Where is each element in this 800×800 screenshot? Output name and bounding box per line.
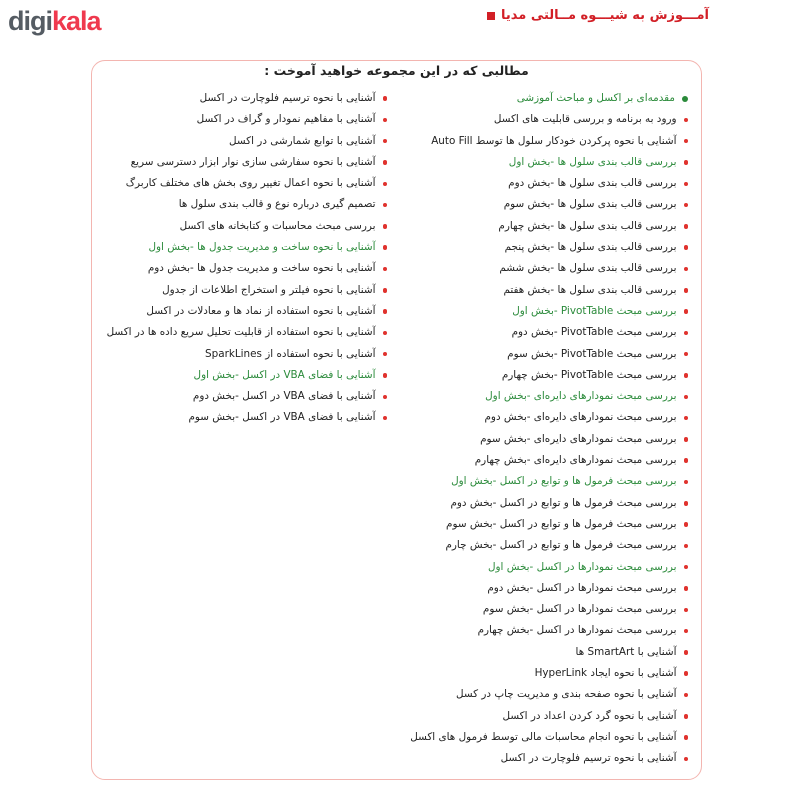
right-topic-item — [388, 557, 688, 578]
bullet-icon — [684, 139, 689, 144]
bullet-icon — [684, 693, 689, 698]
bullet-icon — [383, 182, 388, 187]
right-topic-item-text: بررسی مبحث فرمول ها و توابع در اکسل -بخش اول — [451, 475, 677, 488]
bullet-icon — [383, 139, 388, 144]
right-topic-item-text: بررسی قالب بندی سلول ها -بخش سوم — [503, 198, 677, 211]
bullet-icon — [383, 224, 388, 229]
right-topic-list — [388, 88, 688, 770]
right-topic-item — [388, 578, 688, 599]
right-topic-item-text: بررسی قالب بندی سلول ها -بخش ششم — [499, 262, 677, 275]
right-topic-item — [388, 429, 688, 450]
right-topic-item — [388, 706, 688, 727]
bullet-icon — [383, 267, 388, 272]
bullet-icon — [684, 331, 689, 336]
right-topic-item — [388, 152, 688, 173]
bullet-icon — [383, 309, 388, 314]
digikala-logo — [8, 6, 101, 37]
bullet-icon — [383, 118, 388, 123]
right-topic-item — [388, 322, 688, 343]
left-topic-item — [89, 173, 387, 194]
bullet-icon — [684, 671, 689, 676]
right-topic-item — [388, 493, 688, 514]
right-topic-item — [388, 344, 688, 365]
logo-prefix: digi — [8, 6, 52, 36]
bullet-icon — [383, 395, 388, 400]
right-topic-item-text: بررسی مبحث نمودارهای دایره‌ای -بخش دوم — [484, 411, 677, 424]
bullet-icon — [684, 735, 689, 740]
left-topic-item-text: بررسی مبحث محاسبات و کتابخانه های اکسل — [179, 219, 376, 232]
left-topic-item — [89, 237, 387, 258]
right-topic-item-text: بررسی مبحث نمودارها در اکسل -بخش اول — [487, 560, 677, 573]
right-topic-item-text: بررسی مبحث نمودارهای دایره‌ای -بخش اول — [485, 390, 677, 403]
right-topic-item — [388, 748, 688, 769]
right-topic-item-text: آشنایی با SmartArt ها — [575, 645, 677, 658]
left-topic-item-text: آشنایی با نحوه ساخت و مدیریت جدول ها -بخش اول — [148, 241, 376, 254]
bullet-icon — [684, 160, 689, 165]
right-topic-item — [388, 131, 688, 152]
left-topic-item-text: آشنایی با توابع شمارشی در اکسل — [229, 134, 376, 147]
right-topic-item — [388, 450, 688, 471]
bullet-icon — [684, 309, 689, 314]
left-topic-item-text: تصمیم گیری درباره نوع و قالب بندی سلول ها — [178, 198, 376, 211]
right-topic-item-text: آشنایی با نحوه ترسیم فلوچارت در اکسل — [500, 752, 677, 765]
left-topic-list — [89, 88, 387, 429]
right-topic-item — [388, 301, 688, 322]
right-topic-item-text: آشنایی با نحوه ایجاد HyperLink — [534, 667, 677, 680]
bullet-icon — [684, 629, 689, 634]
left-topic-item-text: آشنایی با نحوه سفارشی سازی نوار ابزار دسترسی سریع — [130, 155, 376, 168]
bullet-icon — [684, 224, 689, 229]
right-topic-item-text: بررسی قالب بندی سلول ها -بخش دوم — [508, 177, 677, 190]
bullet-icon — [684, 267, 689, 272]
header — [487, 8, 709, 23]
right-topic-item-text: بررسی مبحث فرمول ها و توابع در اکسل -بخش سوم — [446, 517, 677, 530]
bullet-icon — [684, 565, 689, 570]
right-topic-item-text: آشنایی با نحوه صفحه بندی و مدیریت چاپ در کسل — [456, 688, 677, 701]
bullet-icon — [383, 352, 388, 357]
right-topic-item-text: بررسی مبحث نمودارها در اکسل -بخش سوم — [482, 603, 677, 616]
bullet-icon — [684, 544, 689, 549]
right-topic-item-text: مقدمه‌ای بر اکسل و مباحث آموزشی — [516, 92, 675, 104]
right-topic-item — [388, 365, 688, 386]
bullet-icon — [684, 352, 689, 357]
bullet-icon — [684, 480, 689, 485]
left-topic-item — [89, 322, 387, 343]
right-topic-item-text: ورود به برنامه و بررسی قابلیت های اکسل — [493, 113, 677, 126]
right-topic-item-text: بررسی مبحث نمودارها در اکسل -بخش چهارم — [477, 624, 677, 637]
bullet-icon — [383, 203, 388, 208]
right-topic-item — [388, 88, 688, 109]
bullet-icon — [684, 586, 689, 591]
left-topic-item — [89, 365, 387, 386]
bullet-icon — [383, 96, 388, 101]
left-topic-item-text: آشنایی با فضای VBA در اکسل -بخش اول — [193, 368, 376, 381]
right-topic-item-text: آشنایی با نحوه انجام محاسبات مالی توسط فرمول های اکسل — [410, 730, 677, 743]
left-topic-item — [89, 88, 387, 109]
left-topic-item — [89, 301, 387, 322]
right-topic-item-text: بررسی قالب بندی سلول ها -بخش پنجم — [504, 241, 677, 254]
right-topic-item — [388, 194, 688, 215]
right-topic-item-text: بررسی مبحث فرمول ها و توابع در اکسل -بخش چارم — [445, 539, 677, 552]
right-topic-item-text: بررسی قالب بندی سلول ها -بخش هفتم — [503, 283, 677, 296]
logo-accent: kala — [52, 6, 101, 36]
panel-title: مطالبی که در این مجموعه خواهید آموخت : — [264, 63, 529, 78]
right-topic-item — [388, 407, 688, 428]
left-topic-item — [89, 194, 387, 215]
bullet-icon — [383, 416, 388, 421]
bullet-icon — [682, 96, 688, 102]
left-topic-item — [89, 152, 387, 173]
left-topic-item — [89, 386, 387, 407]
left-topic-item — [89, 258, 387, 279]
left-topic-item — [89, 216, 387, 237]
bullet-icon — [383, 245, 388, 250]
left-topic-item-text: آشنایی با نحوه ترسیم فلوچارت در اکسل — [199, 92, 376, 104]
right-topic-item — [388, 620, 688, 641]
bullet-icon — [383, 373, 388, 378]
left-topic-item — [89, 344, 387, 365]
right-topic-item-text: بررسی قالب بندی سلول ها -بخش چهارم — [498, 219, 677, 232]
bullet-icon — [684, 245, 689, 250]
right-topic-item-text: بررسی مبحث PivotTable -بخش اول — [512, 304, 677, 317]
right-topic-item-text: بررسی مبحث فرمول ها و توابع در اکسل -بخش دوم — [450, 496, 677, 509]
bullet-icon — [684, 458, 689, 463]
bullet-icon — [383, 288, 388, 293]
bullet-icon — [684, 501, 689, 506]
bullet-icon — [684, 395, 689, 400]
right-topic-item — [388, 258, 688, 279]
bullet-icon — [684, 182, 689, 187]
bullet-icon — [383, 160, 388, 165]
left-topic-item-text: آشنایی با نحوه فیلتر و استخراج اطلاعات از جدول — [162, 283, 376, 296]
right-topic-item-text: آشنایی با نحوه گرد کردن اعداد در اکسل — [502, 709, 677, 722]
bullet-icon — [684, 522, 689, 527]
bullet-icon — [684, 757, 689, 762]
red-square-icon — [487, 12, 495, 20]
left-topic-item-text: آشنایی با فضای VBA در اکسل -بخش سوم — [188, 411, 376, 424]
bullet-icon — [684, 416, 689, 421]
right-topic-item-text: بررسی مبحث نمودارهای دایره‌ای -بخش سوم — [480, 432, 677, 445]
right-topic-item-text: بررسی مبحث PivotTable -بخش چهارم — [501, 368, 677, 381]
right-topic-item-text: بررسی قالب بندی سلول ها -بخش اول — [508, 155, 677, 168]
left-topic-item — [89, 280, 387, 301]
left-topic-item-text: آشنایی با نحوه استفاده از قابلیت تحلیل سریع داده ها در اکسل — [106, 326, 376, 339]
right-topic-item — [388, 727, 688, 748]
left-topic-item — [89, 131, 387, 152]
bullet-icon — [684, 373, 689, 378]
right-topic-item — [388, 386, 688, 407]
right-topic-item — [388, 663, 688, 684]
right-topic-item — [388, 216, 688, 237]
bullet-icon — [684, 288, 689, 293]
right-topic-item — [388, 280, 688, 301]
right-topic-item — [388, 642, 688, 663]
left-topic-item-text: آشنایی با فضای VBA در اکسل -بخش دوم — [192, 390, 376, 403]
left-topic-item-text: آشنایی با مفاهیم نمودار و گراف در اکسل — [196, 113, 376, 126]
right-topic-item — [388, 237, 688, 258]
header-title: آمـــوزش به شیـــوه مــالتی مدیا — [501, 8, 709, 23]
bullet-icon — [684, 714, 689, 719]
bullet-icon — [383, 331, 388, 336]
right-topic-item — [388, 684, 688, 705]
right-topic-item-text: بررسی مبحث PivotTable -بخش دوم — [511, 326, 677, 339]
right-topic-item — [388, 173, 688, 194]
bullet-icon — [684, 437, 689, 442]
bullet-icon — [684, 650, 689, 655]
right-topic-item — [388, 599, 688, 620]
left-topic-item-text: آشنایی با نحوه ساخت و مدیریت جدول ها -بخش دوم — [147, 262, 376, 275]
bullet-icon — [684, 203, 689, 208]
right-topic-item-text: بررسی مبحث PivotTable -بخش سوم — [507, 347, 677, 360]
left-topic-item-text: آشنایی با نحوه اعمال تغییر روی بخش های مختلف کاربرگ — [125, 177, 376, 190]
left-topic-item — [89, 109, 387, 130]
right-topic-item-text: بررسی مبحث نمودارهای دایره‌ای -بخش چهارم — [474, 454, 677, 467]
right-topic-item — [388, 535, 688, 556]
right-topic-item-text: آشنایی با نحوه پرکردن خودکار سلول ها توسط Auto Fill — [431, 134, 677, 147]
bullet-icon — [684, 118, 689, 123]
right-topic-item — [388, 514, 688, 535]
left-topic-item-text: آشنایی با نحوه استفاده از SparkLines — [205, 347, 376, 360]
right-topic-item-text: بررسی مبحث نمودارها در اکسل -بخش دوم — [487, 581, 677, 594]
right-topic-item — [388, 471, 688, 492]
right-topic-item — [388, 109, 688, 130]
bullet-icon — [684, 608, 689, 613]
left-topic-item-text: آشنایی با نحوه استفاده از نماد ها و معادلات در اکسل — [146, 304, 376, 317]
left-topic-item — [89, 407, 387, 428]
